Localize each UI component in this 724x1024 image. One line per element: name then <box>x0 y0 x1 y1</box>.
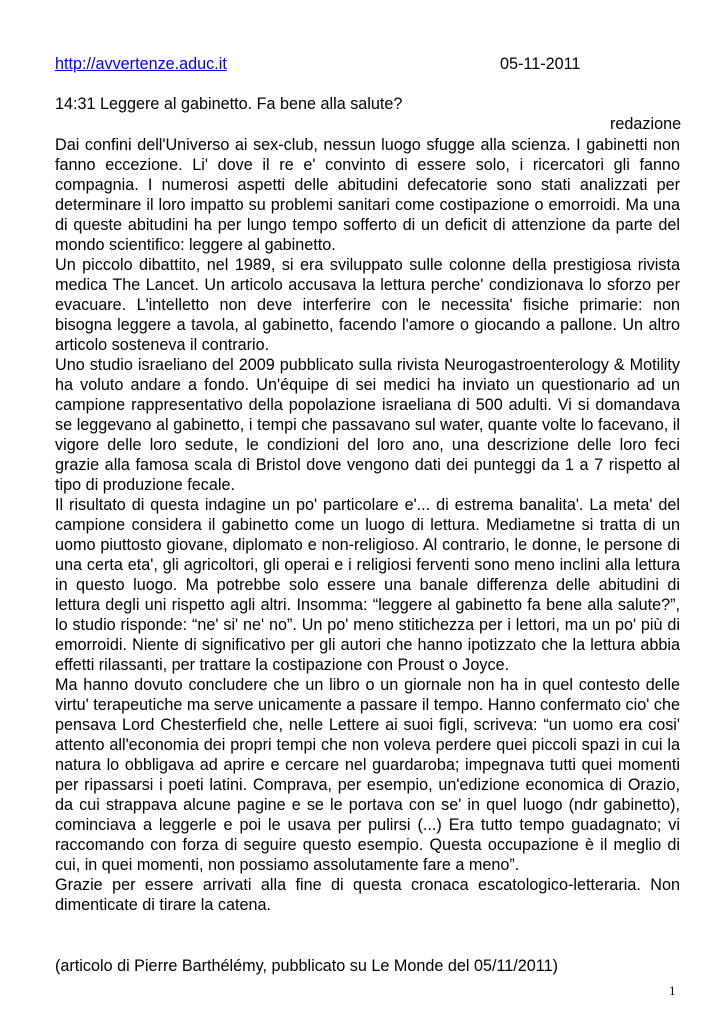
paragraph: Uno studio israeliano del 2009 pubblicato sulla rivista Neurogastroenterology & Motility ha voluto andare a fondo. Un'équipe di sei medici ha inviato un questionario ad un campione rappresentativo della popolazione israeliana di 500 adulti. Vi si domandava se leggevano al gabinetto, i tempi che passavano sul water, quante volte lo facevano, il vigore delle loro sedute, le condizioni del loro ano, una descrizione delle loro feci grazie alla famosa scala di Bristol dove vengono dati dei punteggi da 1 a 7 rispetto al tipo di produzione fecale. <box>55 356 680 494</box>
article-title: 14:31 Leggere al gabinetto. Fa bene alla salute? <box>55 95 403 113</box>
paragraph: Grazie per essere arrivati alla fine di questa cronaca escatologico-letteraria. Non dimenticate di tirare la catena. <box>55 876 680 914</box>
paragraph: Ma hanno dovuto concludere che un libro o un giornale non ha in quel contesto delle virtu' terapeutiche ma serve unicamente a passare il tempo. Hanno confermato cio' che pensava Lord Chesterfield che, nelle Lettere ai suoi figli, scriveva: “un uomo era cosi' attento all'economia dei propri tempi che non voleva perdere quei piccoli spazi in cui la natura lo obbligava ad aprire e cercare nel guardaroba; impegnava tutti quei momenti per ripassarsi i poeti latini. Comprava, per esempio, un'edizione economica di Orazio, da cui strappava alcune pagine e se le portava con se' in quel luogo (ndr gabinetto), cominciava a leggerle e poi le usava per pulirsi (...) Era tutto tempo guadagnato; vi raccomando con forza di seguire questo esempio. Questa occupazione è il meglio di cui, in quei momenti, non possiamo assolutamente fare a meno”. <box>55 676 680 874</box>
source-link[interactable]: http://avvertenze.aduc.it <box>55 55 227 73</box>
paragraph: Dai confini dell'Universo ai sex-club, nessun luogo sfugge alla scienza. I gabinetti non fanno eccezione. Li' dove il re e' convinto di essere solo, i ricercatori gli fanno compagnia. I numerosi aspetti delle abitudini defecatorie sono stati analizzati per determinare il loro impatto su problemi sanitari come costipazione o emorroidi. Ma una di queste abitudini ha per lungo tempo sofferto di un deficit di attenzione da parte del mondo scientifico: leggere al gabinetto. <box>55 136 680 254</box>
article-author: redazione <box>610 115 682 133</box>
article-body <box>55 135 680 915</box>
paragraph: Un piccolo dibattito, nel 1989, si era sviluppato sulle colonne della prestigiosa rivista medica The Lancet. Un articolo accusava la lettura perche' condizionava lo sforzo per evacuare. L'intelletto non deve interferire con le necessita' fisiche primarie: non bisogna leggere a tavola, al gabinetto, facendo l'amore o giocando a pallone. Un altro articolo sosteneva il contrario. <box>55 256 680 354</box>
publication-date: 05-11-2011 <box>500 55 581 73</box>
paragraph: Il risultato di questa indagine un po' particolare e'... di estrema banalita'. La meta' del campione considera il gabinetto come un luogo di lettura. Mediametne si tratta di un uomo piuttosto giovane, diplomato e non-religioso. Al contrario, le donne, le persone di una certa eta', gli agricoltori, gli operai e i religiosi ferventi sono meno inclini alla lettura in questo luogo. Ma potrebbe solo essere una banale differenza delle abitudini di lettura degli uni rispetto agli altri. Insomma: “leggere al gabinetto fa bene alla salute?”, lo studio risponde: “ne' si' ne' no”. Un po' meno stitichezza per i lettori, ma un po' più di emorroidi. Niente di significativo per gli autori che hanno ipotizzato che la lettura abbia effetti rilassanti, per trattare la costipazione con Proust o Joyce. <box>55 496 680 674</box>
page-number: 1 <box>669 983 676 998</box>
article-citation: (articolo di Pierre Barthélémy, pubblicato su Le Monde del 05/11/2011) <box>55 957 558 975</box>
